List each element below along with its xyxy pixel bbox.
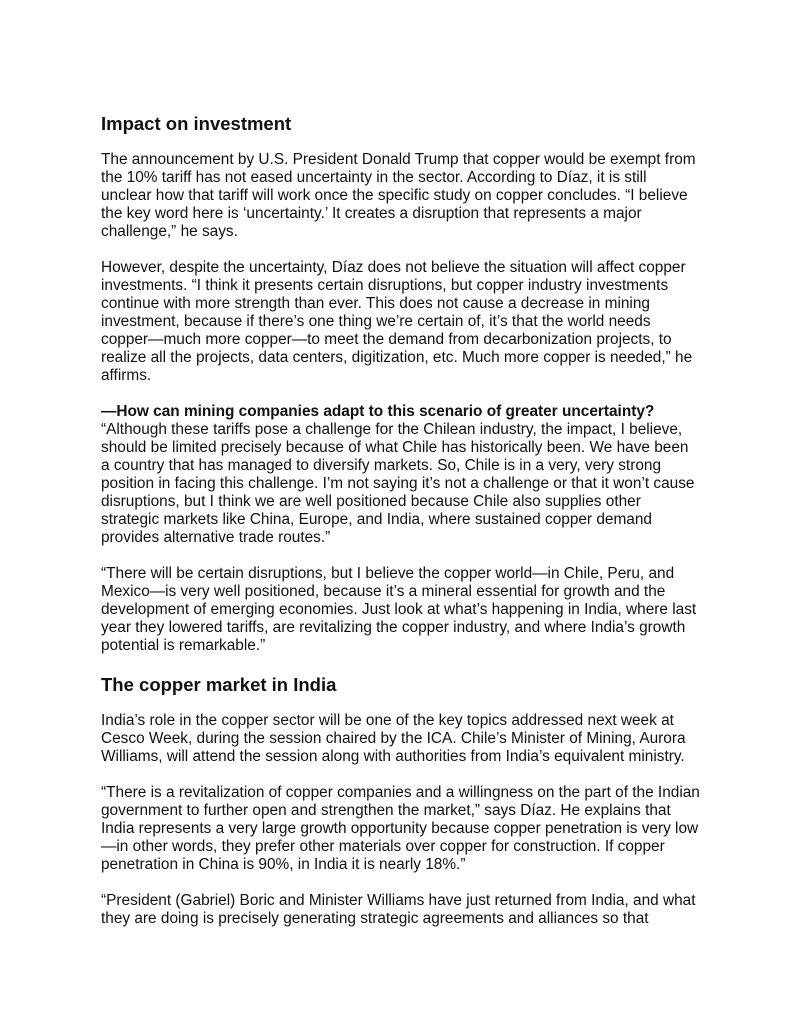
text-line: investments. “I think it presents certain disruptions, but copper industry investments: [101, 277, 669, 294]
text-line: realize all the projects, data centers, digitization, etc. Much more copper is needed,” he: [101, 349, 693, 366]
text-line: potential is remarkable.”: [101, 637, 266, 654]
text-line: they are doing is precisely generating strategic agreements and alliances so that: [101, 910, 649, 927]
text-line: strategic markets like China, Europe, and India, where sustained copper demand: [101, 511, 652, 528]
text-line: penetration in China is 90%, in India it is nearly 18%.”: [101, 856, 466, 873]
text-line: However, despite the uncertainty, Díaz does not believe the situation will affect copper: [101, 259, 686, 276]
text-line: should be limited precisely because of what Chile has historically been. We have been: [101, 439, 689, 456]
text-line: the 10% tariff has not eased uncertainty in the sector. According to Díaz, it is still: [101, 169, 647, 186]
text-line: Mexico—is very well positioned, because it’s a mineral essential for growth and the: [101, 583, 666, 600]
text-line: challenge,” he says.: [101, 223, 238, 240]
text-line: unclear how that tariff will work once the specific study on copper concludes. “I believe: [101, 187, 688, 204]
text-line: development of emerging economies. Just look at what’s happening in India, where last: [101, 601, 697, 618]
paragraph-tariff-announcement: [101, 151, 741, 241]
interview-question: —How can mining companies adapt to this scenario of greater uncertainty?: [101, 403, 655, 420]
text-line: affirms.: [101, 367, 152, 384]
section-heading-copper-market-india: The copper market in India: [101, 674, 337, 695]
paragraph-cesco-week: [101, 712, 741, 766]
paragraph-revitalization: [101, 784, 741, 874]
paragraph-boric-williams: [101, 892, 741, 928]
document-page: [101, 112, 741, 946]
paragraph-copper-world: [101, 565, 741, 655]
text-line: year they lowered tariffs, are revitalizing the copper industry, and where India’s growth: [101, 619, 686, 636]
text-line: government to further open and strengthen the market,” says Díaz. He explains that: [101, 802, 671, 819]
text-line: investment, because if there’s one thing we’re certain of, it’s that the world needs: [101, 313, 651, 330]
text-line: The announcement by U.S. President Donald Trump that copper would be exempt from: [101, 151, 696, 168]
text-line: the key word here is ‘uncertainty.’ It creates a disruption that represents a major: [101, 205, 642, 222]
text-line: India’s role in the copper sector will be one of the key topics addressed next week at: [101, 712, 674, 729]
text-line: “There will be certain disruptions, but I believe the copper world—in Chile, Peru, and: [101, 565, 675, 582]
section-heading-impact-on-investment: Impact on investment: [101, 113, 292, 134]
text-line: “President (Gabriel) Boric and Minister Williams have just returned from India, and what: [101, 892, 696, 909]
text-line: —in other words, they prefer other materials over copper for construction. If copper: [101, 838, 665, 855]
text-line: a country that has managed to diversify markets. So, Chile is in a very, very strong: [101, 457, 662, 474]
text-line: provides alternative trade routes.”: [101, 529, 331, 546]
text-line: Williams, will attend the session along with authorities from India’s equivalent ministry.: [101, 748, 685, 765]
text-line: position in facing this challenge. I’m not saying it’s not a challenge or that it won’t cause: [101, 475, 695, 492]
text-line: copper—much more copper—to meet the demand from decarbonization projects, to: [101, 331, 672, 348]
text-line: “There is a revitalization of copper companies and a willingness on the part of the Indian: [101, 784, 700, 801]
text-line: “Although these tariffs pose a challenge for the Chilean industry, the impact, I believe,: [101, 421, 683, 438]
paragraph-interview-question: [101, 403, 741, 547]
text-line: disruptions, but I think we are well positioned because Chile also supplies other: [101, 493, 641, 510]
text-line: continue with more strength than ever. This does not cause a decrease in mining: [101, 295, 650, 312]
paragraph-investment-outlook: [101, 259, 741, 385]
text-line: India represents a very large growth opportunity because copper penetration is very low: [101, 820, 699, 837]
text-line: Cesco Week, during the session chaired by the ICA. Chile’s Minister of Mining, Aurora: [101, 730, 686, 747]
